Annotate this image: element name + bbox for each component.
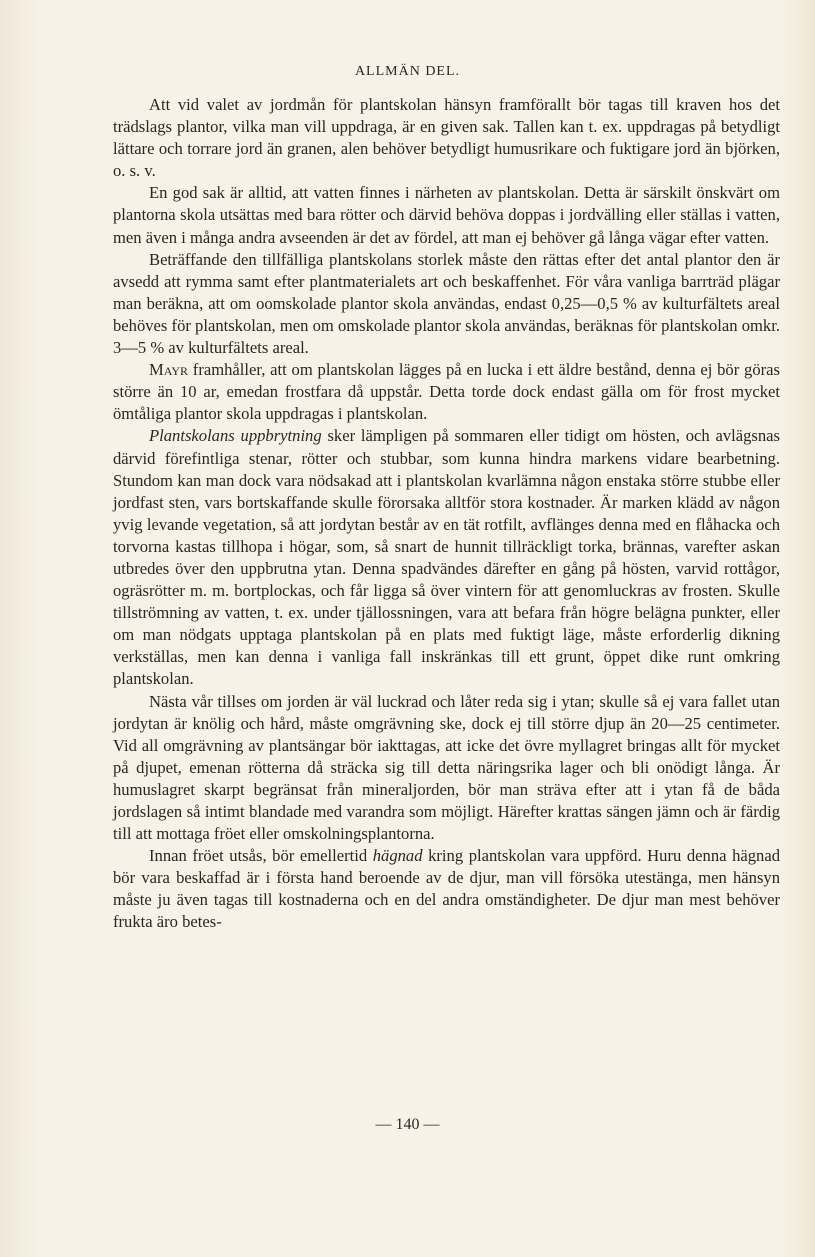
paragraph-3: Beträffande den tillfälliga plantskolans storlek måste den rättas efter det antal plantor den är avsedd att rymma samt efter plantmaterialets art och beskaffenhet. För våra vanliga barrträd plägar man beräkna, att om oomskolade plantor skola användas, endast 0,25—0,5 % av kulturfältets areal behöves för plantskolan, men om omskolade plantor skola användas, beräknas för plantskolan omkr. 3—5 % av kulturfältets areal. bbox=[113, 249, 780, 358]
body-text bbox=[113, 94, 780, 934]
page-number: — 140 — bbox=[375, 1116, 440, 1133]
paragraph-4: Mayr framhåller, att om plantskolan lägges på en lucka i ett äldre bestånd, denna ej bör göras större än 10 ar, emedan frostfara då uppstår. Detta torde dock endast gälla om för frost mycket ömtåliga plantor skola uppdragas i plantskolan. bbox=[113, 360, 780, 424]
section-term: Plantskolans uppbrytning bbox=[149, 426, 322, 446]
paragraph-6: Nästa vår tillses om jorden är väl luckrad och låter reda sig i ytan; skulle så ej vara fallet utan jordytan är knölig och hård, måste omgrävning ske, dock ej till större djup än 20—25 centimeter. Vid all omgrävning av plantsängar bör iakttagas, att icke det övre myllagret bringas allt för mycket på djupet, emenan rötterna då sträcka sig till detta näringsrika lager och bli onödigt långa. Är humuslagret skarpt begränsat från mineraljorden, bör man sträva efter att i ytan få de båda jordslagen så intimt blandade med varandra som möjligt. Härefter krattas sängen jämn och är färdig till att mottaga fröet eller omskolningsplantorna. bbox=[113, 691, 780, 844]
section-term: hägnad bbox=[372, 846, 423, 866]
author-name: Mayr bbox=[149, 360, 188, 380]
paragraph-7: Innan fröet utsås, bör emellertid hägnad kring plantskolan vara uppförd. Huru denna hägnad bör vara beskaffad är i första hand beroende av de djur, man vill försöka utestänga, men hänsyn måste ju även tagas till kostnaderna och en del andra omständigheter. De djur man mest behöver frukta äro betes- bbox=[113, 846, 780, 932]
paragraph-5: Plantskolans uppbrytning sker lämpligen på sommaren eller tidigt om hösten, och avlägsnas därvid förefintliga stenar, rötter och stubbar, som kunna hindra markens vidare bearbetning. Stundom kan man dock vara nödsakad att i plantskolan kvarlämna någon enstaka större stubbe eller jordfast sten, vars bortskaffande skulle förorsaka alltför stora kostnader. Är marken klädd av någon yvig levande vegetation, så att jordytan består av en tät rotfilt, avflänges denna med en flåhacka och torvorna kastas tillhopa i högar, som, så snart de hunnit tillräckligt torka, brännas, varefter askan utbredes över den uppbrutna ytan. Denna spadvändes därefter en gång på hösten, varvid rottågor, ogräsrötter m. m. bortplockas, och får ligga så över vintern för att genomluckras av frosten. Skulle tillströmning av vatten, t. ex. under tjällossningen, vara att befara från högre belägna punkter, eller om man nödgats upptaga plantskolan på en plats med fuktigt läge, måste erforderlig dikning verkställas, men kan denna i vanliga fall inskränkas till ett grunt, öppet dike runt omkring plantskolan. bbox=[113, 426, 780, 689]
paragraph-2: En god sak är alltid, att vatten finnes i närheten av plantskolan. Detta är särskilt önskvärt om plantorna skola utsättas med bara rötter och därvid behöva doppas i jordvälling eller ställas i vatten, men även i många andra avseenden är det av fördel, att man ej behöver gå långa vägar efter vatten. bbox=[113, 183, 780, 247]
paragraph-1: Att vid valet av jordmån för plantskolan hänsyn framförallt bör tagas till kraven hos det trädslags plantor, vilka man vill uppdraga, är en given sak. Tallen kan t. ex. uppdragas på betydligt lättare och torrare jord än granen, alen behöver betydligt humusrikare och fuktigare jord än björken, o. s. v. bbox=[113, 95, 780, 181]
running-header: ALLMÄN DEL. bbox=[354, 64, 461, 79]
